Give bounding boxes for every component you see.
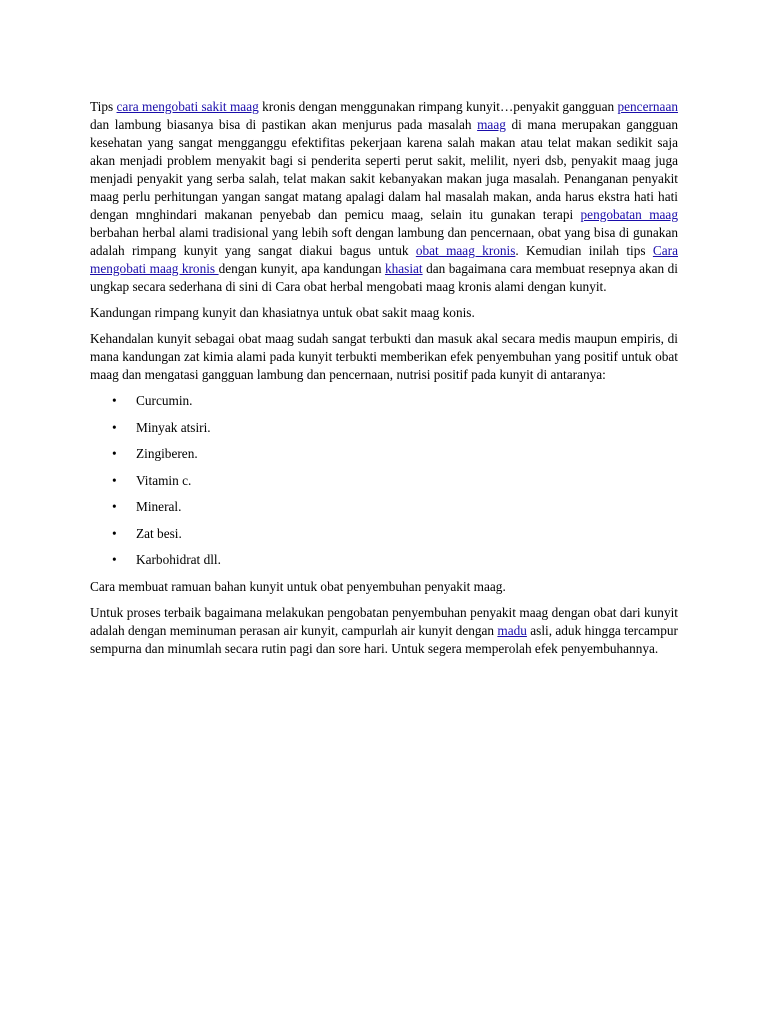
- text-run: dan bagaimana cara membuat resepnya akan di ungkap secara sederhana di sini di Cara obat herbal mengobati maag kronis alami dengan kunyit.: [90, 261, 679, 294]
- bullet-icon: •: [112, 446, 117, 461]
- nutrient-list: [90, 392, 678, 578]
- list-item: [90, 445, 678, 472]
- list-item-label: Mineral.: [136, 499, 182, 514]
- list-item-label: Curcumin.: [136, 393, 193, 408]
- link-maag[interactable]: maag: [477, 117, 506, 132]
- list-item-label: Vitamin c.: [136, 472, 192, 488]
- bullet-icon: •: [112, 393, 117, 408]
- list-item: [90, 551, 678, 578]
- list-item: [90, 392, 678, 419]
- bullet-icon: •: [112, 472, 117, 488]
- text-run: asli, aduk hingga tercampur sempurna dan minumlah secara rutin pagi dan sore hari. Untuk segera memperolah efek penyembuhannya.: [90, 622, 678, 656]
- text-run: Tips: [90, 99, 117, 114]
- text-run: berbahan herbal alami tradisional yang lebih soft dengan lambung dan pencernaan, obat yang bisa di gunakan adalah rimpang kunyit yang sangat diakui bagus untuk: [90, 225, 678, 258]
- bullet-icon: •: [112, 419, 117, 435]
- bullet-icon: •: [112, 552, 117, 567]
- link-obat-maag-kronis[interactable]: obat maag kronis: [415, 243, 516, 258]
- text-run: . Kemudian inilah tips: [515, 243, 653, 258]
- subheading-cara-membuat: Cara membuat ramuan bahan kunyit untuk obat penyembuhan penyakit maag.: [90, 578, 506, 594]
- link-madu[interactable]: madu: [497, 622, 527, 638]
- text-run: Untuk proses terbaik bagaimana melakukan pengobatan penyembuhan penyakit maag dengan obat dari kunyit adalah dengan meminuman perasan air kunyit, campurlah air kunyit dengan: [90, 604, 678, 638]
- list-item-label: Minyak atsiri.: [136, 419, 211, 435]
- list-item-label: Karbohidrat dll.: [136, 552, 221, 567]
- link-pengobatan-maag[interactable]: pengobatan maag: [580, 207, 678, 222]
- list-item: [90, 419, 678, 446]
- list-item-label: Zat besi.: [136, 525, 182, 541]
- link-cara-mengobati-sakit-maag[interactable]: cara mengobati sakit maag: [116, 99, 259, 114]
- document-page: [90, 98, 678, 666]
- text-run: kronis dengan menggunakan rimpang kunyit…penyakit gangguan: [258, 99, 618, 114]
- text-run: dengan kunyit, apa kandungan: [218, 261, 385, 276]
- link-cara-mengobati-maag-kronis[interactable]: Cara mengobati maag kronis: [90, 243, 678, 276]
- intro-paragraph: [90, 98, 678, 296]
- text-run: dan lambung biasanya bisa di pastikan akan menjurus pada masalah: [90, 117, 478, 132]
- list-item-label: Zingiberen.: [136, 446, 198, 461]
- subheading-kandungan: Kandungan rimpang kunyit dan khasiatnya untuk obat sakit maag konis.: [90, 305, 475, 320]
- closing-paragraph: [90, 604, 678, 658]
- kehandalan-paragraph: Kehandalan kunyit sebagai obat maag sudah sangat terbukti dan masuk akal secara medis maupun empiris, di mana kandungan zat kimia alami pada kunyit terbukti memberikan efek penyembuhan yang positif untuk obat maag dan mengatasi gangguan lambung dan pencernaan, nutrisi positif pada kunyit di antaranya:: [90, 331, 678, 382]
- text-run: di mana merupakan gangguan kesehatan yang sangat mengganggu efektifitas pekerjaan karena salah makan atau telat makan sedikit saja akan menjadi problem menyakit bagi si penderita seperti perut sakit, melilit, nyeri dsb, penyakit maag juga menjadi penyakit yang serba salah, telat makan sakit kebanyakan makan juga masalah. Penanganan penyakit maag perlu perhitungan yangan sangat matang apalagi dalam hal masalah makan, anda harus ekstra hati hati dengan mnghindari makanan penyebab dan pemicu maag, selain itu gunakan terapi: [90, 117, 678, 222]
- list-item: [90, 472, 678, 499]
- list-item: [90, 498, 678, 525]
- bullet-icon: •: [112, 525, 117, 541]
- list-item: [90, 525, 678, 552]
- bullet-icon: •: [112, 499, 117, 514]
- link-pencernaan[interactable]: pencernaan: [617, 99, 678, 114]
- link-khasiat[interactable]: khasiat: [384, 261, 423, 276]
